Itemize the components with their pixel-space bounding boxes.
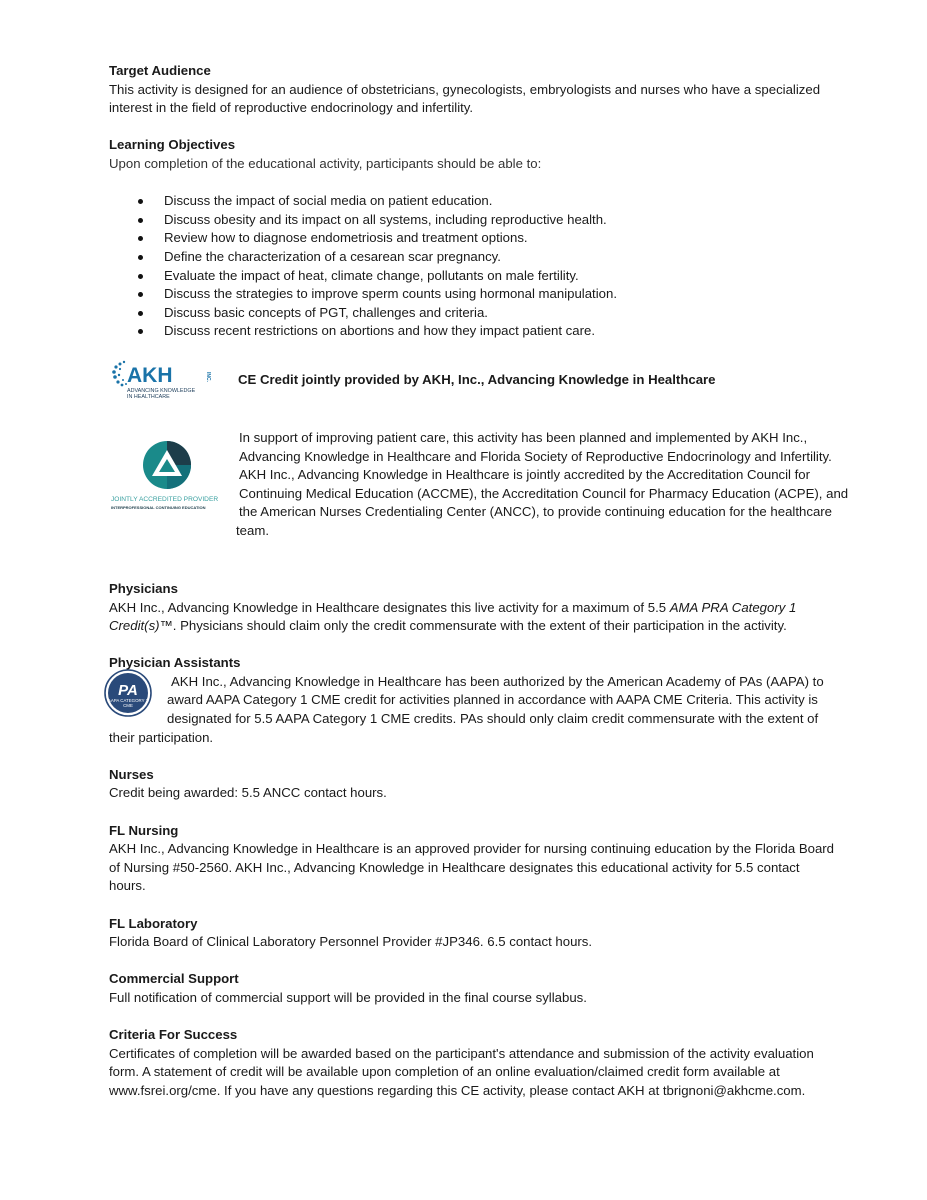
jap-line: Advancing Knowledge in Healthcare and Florida Society of Reproductive Endocrinology and Infertility. [239, 448, 832, 464]
aapa-badge-big: PA [118, 682, 138, 700]
joint-accreditation-row [109, 429, 879, 565]
criteria-section [109, 1026, 879, 1100]
criteria-line: Certificates of completion will be awarded based on the participant's attendance and submission of the activity evaluation [109, 1045, 814, 1061]
target-audience-line: This activity is designed for an audience of obstetricians, gynecologists, embryologists and nurses who have a specialized [109, 81, 821, 97]
nurses-text: Credit being awarded: 5.5 ANCC contact hours. [109, 785, 387, 801]
physician-assistants-section [109, 654, 879, 747]
aapa-badge-small: AAPA CATEGORY 1 [107, 698, 149, 704]
pa-line: AKH Inc., Advancing Knowledge in Healthcare has been authorized by the American Academy of PAs (AAPA) to [171, 673, 824, 689]
jap-line: the American Nurses Credentialing Center (ANCC), to provide continuing education for the healthcare [239, 504, 833, 520]
akh-logo-tagline: IN HEALTHCARE [127, 393, 170, 400]
objective-item: Discuss the strategies to improve sperm counts using hormonal manipulation. [109, 285, 879, 304]
physicians-line [109, 617, 879, 636]
objective-item: Discuss obesity and its impact on all systems, including reproductive health. [109, 211, 879, 230]
fl-nursing-line: AKH Inc., Advancing Knowledge in Healthcare is an approved provider for nursing continuing education by the Florida Board [109, 841, 835, 857]
commercial-support-heading: Commercial Support [109, 971, 239, 987]
aapa-badge [103, 669, 153, 717]
fl-laboratory-text: Florida Board of Clinical Laboratory Personnel Provider #JP346. 6.5 contact hours. [109, 934, 593, 950]
akh-logo-text: AKH [127, 363, 173, 387]
objective-item: Evaluate the impact of heat, climate change, pollutants on male fertility. [109, 267, 879, 286]
criteria-line: form. A statement of credit will be available upon completion of an online evaluation/claimed credit form available at [109, 1064, 780, 1080]
commercial-support-section [109, 970, 879, 1007]
criteria-line: www.fsrei.org/cme. If you have any questions regarding this CE activity, please contact AKH at tbrignoni@akhcme.com. [109, 1082, 806, 1098]
learning-objectives-intro: Upon completion of the educational activity, participants should be able to: [109, 155, 542, 171]
objective-item: Review how to diagnose endometriosis and treatment options. [109, 229, 879, 248]
fl-laboratory-section [109, 915, 879, 952]
objectives-list [109, 192, 879, 341]
jap-logo-line1: JOINTLY ACCREDITED PROVIDER [111, 495, 219, 503]
objective-item: Discuss the impact of social media on patient education. [109, 192, 879, 211]
ama-credits: Credit(s) [109, 618, 160, 634]
fl-nursing-line: hours. [109, 878, 146, 894]
objective-item: Define the characterization of a cesarean scar pregnancy. [109, 248, 879, 267]
jap-line: In support of improving patient care, this activity has been planned and implemented by AKH Inc., [239, 429, 808, 445]
nurses-heading: Nurses [109, 766, 154, 782]
aapa-badge-small: CME [123, 703, 133, 709]
akh-provider-row [109, 357, 879, 403]
joint-accreditation-icon [109, 441, 225, 521]
jap-logo-line2: INTERPROFESSIONAL CONTINUING EDUCATION [111, 504, 206, 510]
fl-nursing-line: of Nursing #50-2560. AKH Inc., Advancing Knowledge in Healthcare designates this educational activity for 5.5 contact [109, 859, 800, 875]
criteria-heading: Criteria For Success [109, 1027, 238, 1043]
learning-objectives-section [109, 136, 879, 341]
nurses-section [109, 766, 879, 803]
pa-line: designated for 5.5 AAPA Category 1 CME credits. PAs should only claim credit commensurate with the extent of [167, 711, 819, 727]
physicians-line [109, 599, 879, 618]
akh-logo-inc: INC. [205, 371, 211, 382]
pa-line: their participation. [109, 729, 214, 745]
document-page [109, 62, 879, 1101]
target-audience-section [109, 62, 879, 118]
akh-logo-tagline: ADVANCING KNOWLEDGE [127, 387, 196, 394]
objective-item: Discuss recent restrictions on abortions and how they impact patient care. [109, 322, 879, 341]
commercial-support-text: Full notification of commercial support will be provided in the final course syllabus. [109, 989, 587, 1005]
physicians-text: ™. Physicians should claim only the credit commensurate with the extent of their participation in the activity. [159, 618, 787, 634]
joint-accreditation-logo [109, 441, 225, 521]
pa-line: award AAPA Category 1 CME credit for activities planned in accordance with AAPA CME Criteria. This activity is [167, 692, 818, 708]
physicians-text: AKH Inc., Advancing Knowledge in Healthcare designates this live activity for a maximum of 5.5 [109, 599, 670, 615]
akh-logo-mark-icon [111, 357, 221, 401]
joint-accreditation-text [236, 429, 879, 541]
fl-nursing-heading: FL Nursing [109, 822, 179, 838]
jap-line: Continuing Medical Education (ACCME), the Accreditation Council for Pharmacy Education (ACPE), and [239, 485, 849, 501]
objective-item: Discuss basic concepts of PGT, challenges and criteria. [109, 304, 879, 323]
physicians-heading: Physicians [109, 580, 178, 596]
physicians-section [109, 580, 879, 636]
akh-logo [111, 357, 221, 401]
target-audience-line: interest in the field of reproductive endocrinology and infertility. [109, 100, 474, 116]
fl-laboratory-heading: FL Laboratory [109, 915, 198, 931]
target-audience-heading: Target Audience [109, 63, 211, 78]
jap-line: team. [236, 522, 269, 538]
jap-line: AKH Inc., Advancing Knowledge in Healthcare is jointly accredited by the Accreditation Council for [239, 467, 811, 483]
fl-nursing-section [109, 822, 879, 896]
akh-provider-title: CE Credit jointly provided by AKH, Inc., Advancing Knowledge in Healthcare [238, 371, 716, 387]
ama-pra-category: AMA PRA Category 1 [669, 599, 797, 615]
learning-objectives-heading: Learning Objectives [109, 137, 236, 153]
physician-assistants-heading: Physician Assistants [109, 655, 241, 671]
aapa-badge-icon [103, 669, 153, 717]
